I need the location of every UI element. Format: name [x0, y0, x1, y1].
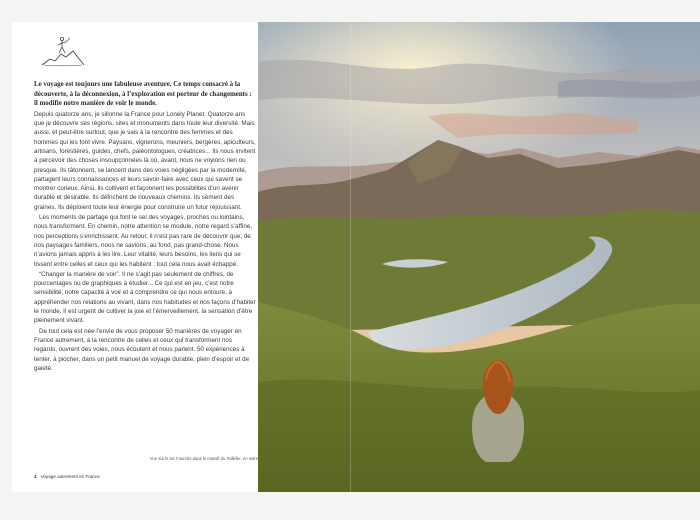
page-number: 4	[34, 474, 37, 479]
page-footer	[34, 474, 100, 480]
body-text	[34, 80, 256, 373]
running-title: Voyage autrement en France	[40, 474, 100, 479]
photo-caption: Vue sur le lac Fourcho dans le massif du Taillefer, en Isère	[149, 456, 258, 461]
paragraph-2: Les moments de partage qui font le sel des voyages, proches ou lointains, nous transforment. En chemin, notre attention se module, notre regard s’affine, nos perceptions s’enrichissent. Au retour, il n’est pas rare de découvrir que, de nos paysages familiers, nous ne savions, au fond, pas grand-chose. Nous n’avions jamais appris à les lire. Leur vitalité, leurs besoins, les liens qui se tissent entre celles et ceux qui les habitent : tout cela nous avait échappé.	[34, 214, 253, 268]
mountain-lake-illustration	[258, 22, 700, 492]
paragraph-4: De tout cela est née l’envie de vous proposer 50 manières de voyager en France autrement, à la rencontre de celles et ceux qui transforment nos regards, ouvrent des voies, nous écoutent et nous parlent. 50 expériences à tenter, à piocher, dans un petit manuel de voyage durable, plein d’espoir et de gaieté.	[34, 327, 250, 372]
paragraph-3: “Changer la manière de voir”. Il ne s’agit pas seulement de chiffres, de pourcentages ou de graphiques à étudier... Ce qui est en jeu, c’est notre sensibilité, notre capacité à voir et à comprendre ce qui nous entoure, à appréhender nos relations au vivant, dans nos habitudes et nos façons d’habiter le monde. Il est urgent de cultiver la joie et l’émerveillement, la sensation d’être pleinement vivant.	[34, 270, 256, 325]
hiker-on-mountain-icon	[40, 32, 86, 72]
lede: Le voyage est toujours une fabuleuse aventure. Ce temps consacré à la découverte, à la déconnexion, à l’exploration est porteur de changements : il modifie notre manière de voir le monde.	[34, 81, 252, 108]
paragraph-1: Depuis quatorze ans, je sillonne la France pour Lonely Planet. Quatorze ans que je découvre ses régions, sites et monuments dans toute leur diversité. Mais aussi, et peut-être surtout, que je vais à la rencontre des femmes et des hommes qui les font vivre. Paysans, vignerons, meuniers, bergères, apiculteurs, artisans, forestières, guides, chefs, paléontologues, créatrices... Ils nous invitent à percevoir des choses insoupçonnées là où, avant, nous ne voyions rien ou presque. Ils tâtonnent, se lancent dans des voies négligées par la modernité, partagent leurs connaissances et leurs savoir-faire avec ceux qui savent se montrer curieux. Ainsi, ils cultivent et façonnent les possibilités d’un avenir durable et désirable. Ils défrichent de nouveaux chemins. Ils sèment des graines. Ils déploient toute leur énergie pour construire un futur réjouissant.	[34, 110, 256, 211]
gutter-fold	[350, 22, 351, 492]
left-page	[12, 22, 258, 492]
landscape-photo	[258, 22, 700, 492]
